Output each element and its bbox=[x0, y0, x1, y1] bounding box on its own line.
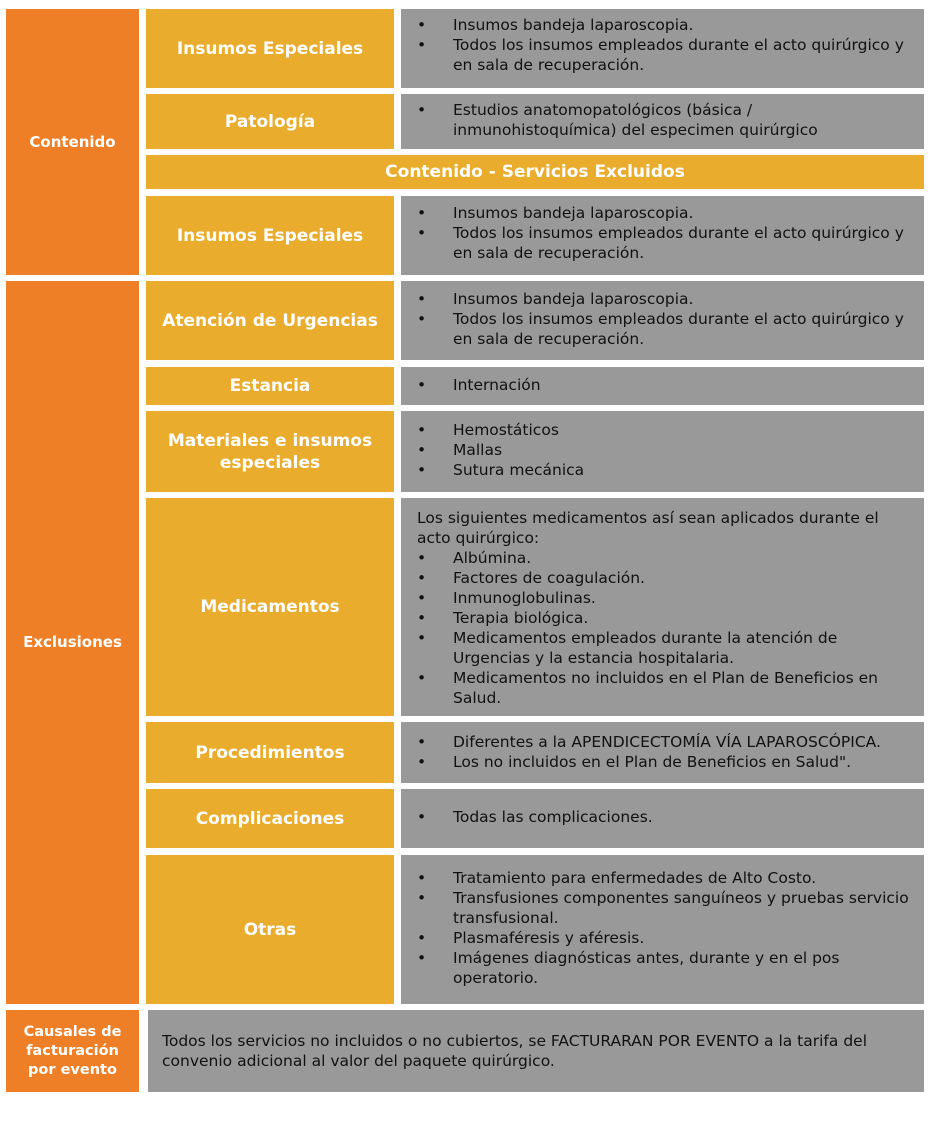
list-item: • Medicamentos empleados durante la atención de Urgencias y la estancia hospitalaria. bbox=[417, 628, 912, 668]
bullet-list bbox=[417, 807, 912, 827]
row-content-insumos-especiales-excluidos bbox=[401, 196, 924, 275]
row-header-text: Procedimientos bbox=[195, 742, 345, 763]
row-content-complicaciones bbox=[401, 789, 924, 848]
row-header-insumos-especiales bbox=[146, 9, 394, 88]
row-header-text: Medicamentos bbox=[200, 597, 340, 617]
row-content-materiales-insumos bbox=[401, 411, 924, 492]
row-content-insumos-especiales bbox=[401, 9, 924, 88]
row-header-medicamentos bbox=[146, 498, 394, 716]
bullet-list bbox=[417, 203, 912, 263]
banner-text: Contenido - Servicios Excluidos bbox=[385, 162, 685, 182]
list-item: • Inmunoglobulinas. bbox=[417, 588, 912, 608]
bullet-list bbox=[417, 732, 912, 772]
list-item: • Medicamentos no incluidos en el Plan de Beneficios en Salud. bbox=[417, 668, 912, 708]
row-header-complicaciones bbox=[146, 789, 394, 848]
row-header-text: Complicaciones bbox=[195, 808, 345, 829]
bullet-list bbox=[417, 375, 912, 395]
row-header-text: Patología bbox=[224, 111, 316, 132]
section-label-causales-text: Causales de facturación por evento bbox=[23, 1023, 122, 1078]
bullet-list bbox=[417, 868, 912, 988]
row-header-estancia bbox=[146, 367, 394, 405]
list-item: • Sutura mecánica bbox=[417, 460, 912, 480]
list-item: • Todos los insumos empleados durante el acto quirúrgico y en sala de recuperación. bbox=[417, 223, 912, 263]
row-header-procedimientos bbox=[146, 722, 394, 783]
list-item: • Factores de coagulación. bbox=[417, 568, 912, 588]
row-content-otras bbox=[401, 855, 924, 1004]
bullet-list bbox=[417, 100, 912, 140]
list-item: • Imágenes diagnósticas antes, durante y en el pos operatorio. bbox=[417, 948, 912, 988]
row-content-patologia bbox=[401, 94, 924, 149]
list-item: • Albúmina. bbox=[417, 548, 912, 568]
section-label-contenido-text: Contenido bbox=[29, 132, 116, 151]
row-header-text: Otras bbox=[243, 919, 297, 940]
causales-content bbox=[148, 1010, 924, 1092]
row-content-estancia bbox=[401, 367, 924, 405]
list-item: • Transfusiones componentes sanguíneos y pruebas servicio transfusional. bbox=[417, 888, 912, 928]
list-item: • Insumos bandeja laparoscopia. bbox=[417, 15, 912, 35]
list-item: • Plasmaféresis y aféresis. bbox=[417, 928, 912, 948]
section-label-exclusiones bbox=[6, 281, 139, 1004]
list-item: • Todas las complicaciones. bbox=[417, 807, 912, 827]
list-item: • Tratamiento para enfermedades de Alto Costo. bbox=[417, 868, 912, 888]
row-header-materiales-insumos bbox=[146, 411, 394, 492]
bullet-list bbox=[417, 289, 912, 349]
bullet-list bbox=[417, 548, 912, 708]
banner-servicios-excluidos bbox=[146, 155, 924, 189]
medicamentos-intro: Los siguientes medicamentos así sean aplicados durante el acto quirúrgico: bbox=[417, 509, 879, 547]
list-item: • Terapia biológica. bbox=[417, 608, 912, 628]
section-label-contenido bbox=[6, 9, 139, 275]
bullet-list bbox=[417, 420, 912, 480]
row-header-patologia bbox=[146, 94, 394, 149]
row-header-text: Insumos Especiales bbox=[176, 225, 364, 246]
list-item: • Insumos bandeja laparoscopia. bbox=[417, 203, 912, 223]
row-content-medicamentos bbox=[401, 498, 924, 716]
row-header-otras bbox=[146, 855, 394, 1004]
list-item: • Todos los insumos empleados durante el acto quirúrgico y en sala de recuperación. bbox=[417, 309, 912, 349]
section-label-exclusiones-text: Exclusiones bbox=[23, 633, 122, 651]
row-content-procedimientos bbox=[401, 722, 924, 783]
list-item: • Estudios anatomopatológicos (básica / inmunohistoquímica) del especimen quirúrgico bbox=[417, 100, 912, 140]
list-item: • Todos los insumos empleados durante el acto quirúrgico y en sala de recuperación. bbox=[417, 35, 912, 75]
list-item: • Los no incluidos en el Plan de Beneficios en Salud". bbox=[417, 752, 912, 772]
list-item: • Hemostáticos bbox=[417, 420, 912, 440]
row-header-text: Materiales e insumos especiales bbox=[167, 430, 373, 473]
row-header-text: Insumos Especiales bbox=[176, 38, 364, 59]
list-item: • Diferentes a la APENDICECTOMÍA VÍA LAPAROSCÓPICA. bbox=[417, 732, 912, 752]
causales-text: Todos los servicios no incluidos o no cubiertos, se FACTURARAN POR EVENTO a la tarifa del convenio adicional al valor del paquete quirúrgico. bbox=[162, 1032, 868, 1070]
row-header-text: Estancia bbox=[229, 376, 311, 396]
row-header-text: Atención de Urgencias bbox=[162, 310, 378, 331]
row-content-atencion-urgencias bbox=[401, 281, 924, 360]
list-item: • Mallas bbox=[417, 440, 912, 460]
row-header-insumos-especiales-excluidos bbox=[146, 196, 394, 275]
row-header-atencion-urgencias bbox=[146, 281, 394, 360]
bullet-list bbox=[417, 15, 912, 75]
list-item: • Internación bbox=[417, 375, 912, 395]
list-item: • Insumos bandeja laparoscopia. bbox=[417, 289, 912, 309]
section-label-causales bbox=[6, 1010, 139, 1092]
